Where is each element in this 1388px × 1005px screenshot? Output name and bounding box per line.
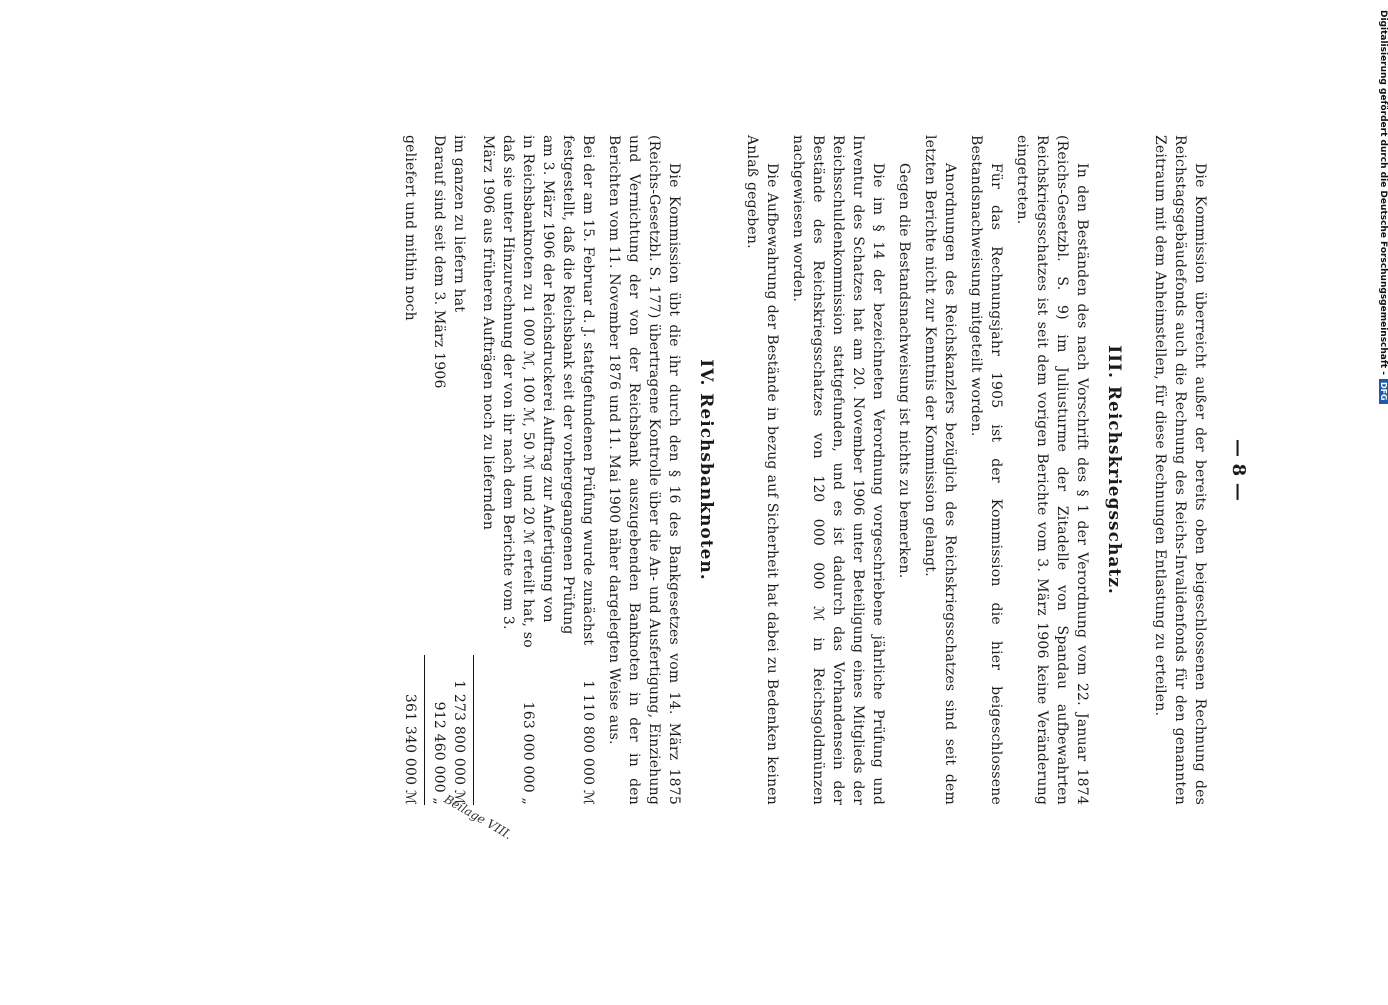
digitization-credit	[1378, 10, 1388, 404]
ledger-amount: 1 273 800 000 ℳ	[451, 680, 467, 805]
ledger-text: Bei der am 15. Februar d. J. stattgefundenen Prüfung wurde zunächst festgestellt, daß die Reichsbank seit der vorhergegangenen Prüfung am 3. März 1906 der Reichsdruckerei Auftrag zur Anfertigung von	[540, 135, 596, 646]
section-heading-reichskriegsschatz: III. Reichskriegsschatz.	[1104, 345, 1124, 595]
page-content	[178, 135, 1248, 805]
ledger-row-order	[538, 135, 598, 805]
paragraph: Für das Rechnungsjahr 1905 ist der Kommission die hier beigeschlossene Bestandsnachweisung mitgeteilt worden.	[968, 135, 1004, 805]
ledger-amount: 1 110 800 000 ℳ	[580, 680, 596, 805]
paragraph: Die Aufbewahrung der Bestände in bezug auf Sicherheit hat dabei zu Bedenken keinen Anlaß gegeben.	[744, 135, 780, 805]
ledger-row-prior	[478, 135, 538, 805]
ledger-row-total	[449, 135, 469, 805]
ledger-amount: 163 000 000 „	[520, 701, 536, 805]
intro-paragraph: Die Kommission überreicht außer der bereits oben beigeschlossenen Rechnung des Reichstagsgebäudefonds auch die Rechnung des Reichs-Invalidenfonds für den genannten Zeitraum mit dem Anheimstellen, für diese Rechnungen Entlastung zu erteilen.	[1152, 135, 1208, 805]
sum-rule	[473, 655, 474, 805]
rotated-document-page	[358, 0, 1249, 1005]
ledger-amount: 912 460 000 „	[431, 701, 447, 805]
paragraph: Die im § 14 der bezeichneten Verordnung vorgeschriebene jährliche Prüfung und Inventur des Schatzes hat am 20. November 1906 unter Beteiligung eines Mitglieds der Reichsschuldenkommission stattgefunden, und es ist dadurch das Vorhandensein der Bestände des Reichskriegsschatzes von 120 000 000 ℳ in Reichsgoldmünzen nachgewiesen worden.	[790, 135, 886, 805]
ledger-text: in Reichsbanknoten zu 1 000 ℳ, 100 ℳ, 50 ℳ und 20 ℳ erteilt hat, so daß sie unter Hinzurechnung der von ihr nach dem Berichte vom 3. März 1906 aus früheren Aufträgen noch zu liefernden	[480, 135, 536, 648]
section-heading-reichsbanknoten: IV. Reichsbanknoten.	[696, 359, 716, 581]
ledger-row-remaining	[400, 135, 420, 805]
paragraph: In den Beständen des nach Vorschrift des § 1 der Verordnung vom 22. Januar 1874 (Reichs-Gesetzbl. S. 9) im Juliusturme der Zitadelle von Spandau aufbewahrten Reichskriegsschatzes ist seit dem vorigen Berichte vom 3. März 1906 keine Veränderung eingetreten.	[1014, 135, 1090, 805]
ledger-row-delivered	[429, 135, 449, 805]
paragraph: Gegen die Bestandsnachweisung ist nichts zu bemerken.	[896, 163, 912, 579]
ledger-label: im ganzen zu liefern hat	[451, 135, 467, 313]
page-number: — 8 —	[1228, 438, 1249, 502]
paragraph: Anordnungen des Reichskanzlers bezüglich des Reichskriegsschatzes sind seit dem letzten Berichte nicht zur Kenntnis der Kommission gelangt.	[922, 135, 958, 805]
ledger-label: Darauf sind seit dem 3. März 1906	[431, 135, 447, 389]
paragraph: Die Kommission übt die ihr durch den § 16 des Bankgesetzes vom 14. März 1875 (Reichs-Gesetzbl. S. 177) übertragene Kontrolle über die An- und Ausfertigung, Einziehung und Vernichtung der von der Reichsbank auszugebenden Banknoten in der in den Berichten vom 11. November 1876 und 11. Mai 1900 näher dargelegten Weise aus.	[606, 135, 682, 805]
annex-stamp: Beilage VIII.	[441, 791, 515, 843]
credit-text: Digitalisierung gefördert durch die Deutsche Forschungsgemeinschaft -	[1378, 10, 1388, 375]
sum-rule	[424, 655, 425, 805]
ledger-amount: 361 340 000 ℳ	[402, 693, 418, 805]
dfg-logo: DFG	[1379, 379, 1388, 404]
ledger-label: geliefert und mithin noch	[402, 135, 418, 321]
